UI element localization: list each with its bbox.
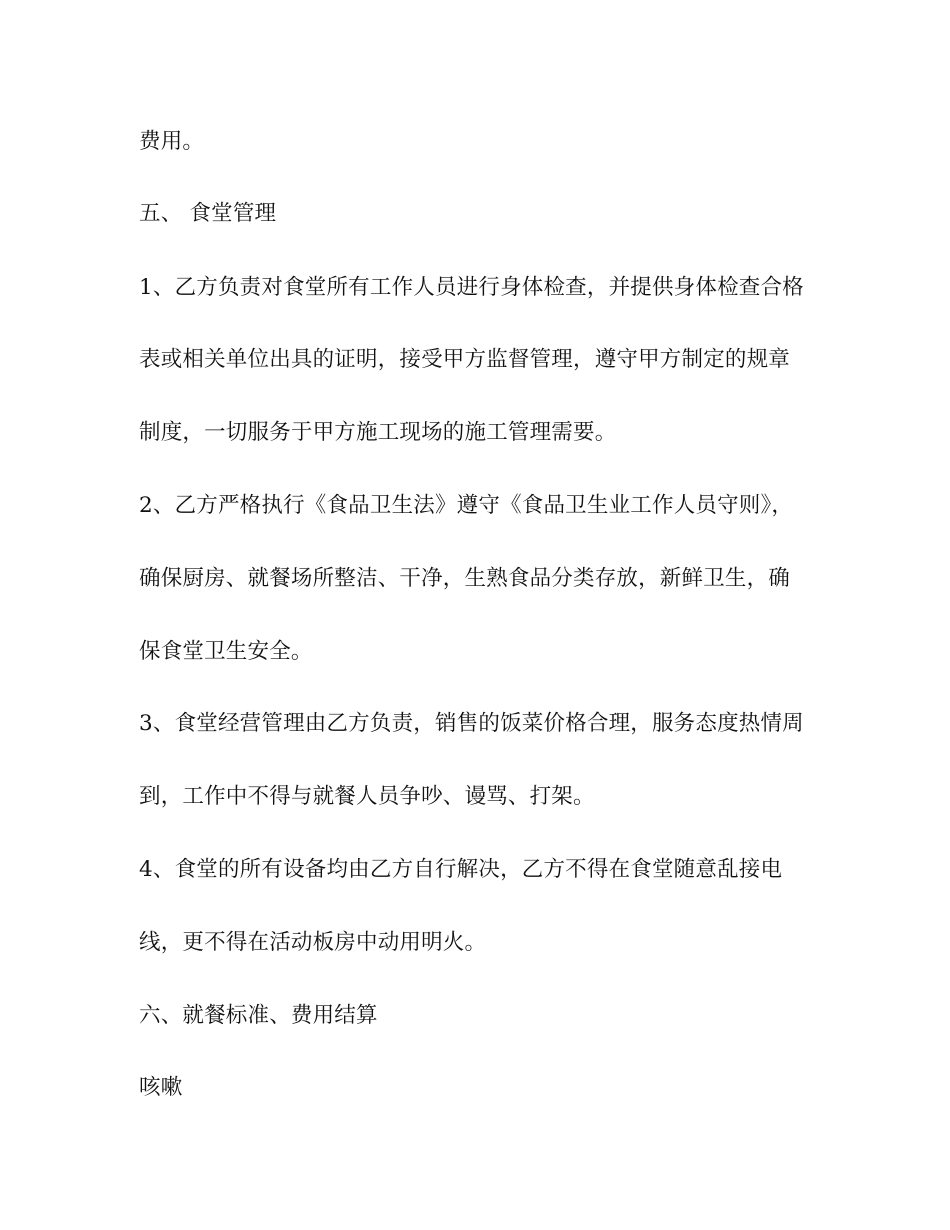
- text-line-1: 费用。: [139, 129, 205, 154]
- text-line-10: 到，工作中不得与就餐人员争吵、谩骂、打架。: [139, 784, 595, 809]
- section-heading-6: 六、就餐标准、费用结算: [139, 1003, 378, 1028]
- text-line-7: 确保厨房、就餐场所整洁、干净，生熟食品分类存放，新鲜卫生，确: [139, 566, 791, 591]
- text-line-3: 1、乙方负责对食堂所有工作人员进行身体检查，并提供身体检查合格: [139, 275, 804, 300]
- text-line-5: 制度，一切服务于甲方施工现场的施工管理需要。: [139, 420, 617, 445]
- text-line-6: 2、乙方严格执行《食品卫生法》遵守《食品卫生业工作人员守则》，: [139, 493, 794, 518]
- text-line-11: 4、食堂的所有设备均由乙方自行解决，乙方不得在食堂随意乱接电: [139, 857, 783, 882]
- text-line-4: 表或相关单位出具的证明，接受甲方监督管理，遵守甲方制定的规章: [139, 347, 791, 372]
- text-line-12: 线，更不得在活动板房中动用明火。: [139, 930, 487, 955]
- text-line-9: 3、食堂经营管理由乙方负责，销售的饭菜价格合理，服务态度热情周: [139, 711, 804, 736]
- text-line-14: 咳嗽: [139, 1075, 183, 1100]
- text-line-8: 保食堂卫生安全。: [139, 639, 313, 664]
- section-heading-5: 五、 食堂管理: [139, 201, 277, 226]
